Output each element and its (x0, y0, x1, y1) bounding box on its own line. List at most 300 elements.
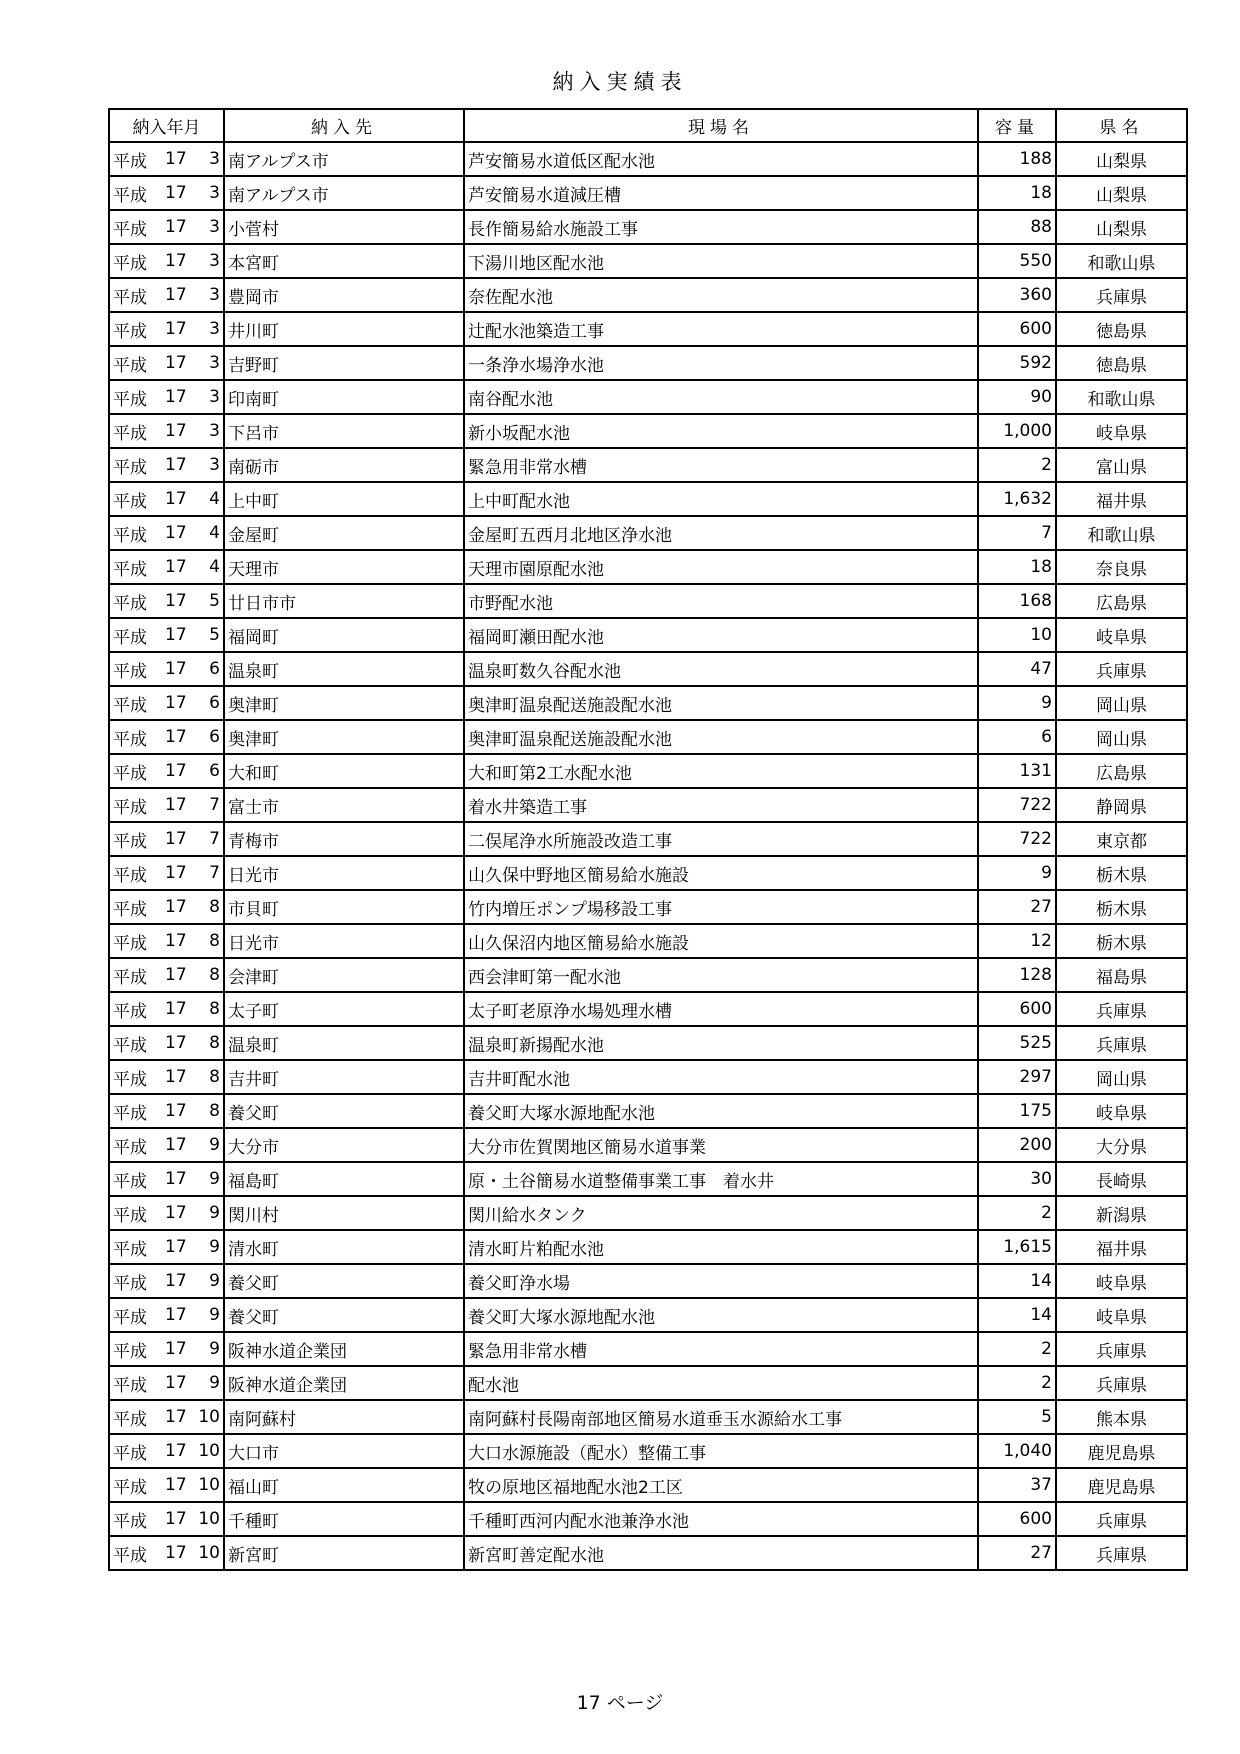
delivery-date-cell (109, 516, 224, 550)
year-value: 17 (165, 1373, 187, 1393)
table-row (109, 856, 1187, 890)
table-row (109, 1230, 1187, 1264)
era-label: 平成 (113, 559, 147, 580)
era-label: 平成 (113, 661, 147, 682)
prefecture-cell: 福島県 (1056, 958, 1187, 992)
year-value: 17 (165, 693, 187, 713)
delivery-date-cell (109, 856, 224, 890)
site-name-cell: 配水池 (464, 1366, 978, 1400)
client-cell: 下呂市 (224, 414, 464, 448)
table-row (109, 1400, 1187, 1434)
year-value: 17 (165, 659, 187, 679)
table-row (109, 1366, 1187, 1400)
capacity-cell: 10 (978, 618, 1056, 652)
month-value: 9 (209, 1339, 220, 1359)
capacity-cell: 360 (978, 278, 1056, 312)
month-value: 10 (198, 1475, 220, 1495)
year-value: 17 (165, 965, 187, 985)
site-name-cell: 天理市園原配水池 (464, 550, 978, 584)
delivery-date-cell (109, 992, 224, 1026)
delivery-date-cell (109, 1230, 224, 1264)
month-value: 4 (209, 523, 220, 543)
capacity-cell: 722 (978, 822, 1056, 856)
prefecture-cell: 兵庫県 (1056, 1366, 1187, 1400)
client-cell: 新宮町 (224, 1536, 464, 1570)
month-value: 10 (198, 1441, 220, 1461)
prefecture-cell: 兵庫県 (1056, 1536, 1187, 1570)
header-capacity: 容量 (978, 109, 1056, 142)
era-label: 平成 (113, 1001, 147, 1022)
capacity-cell: 1,632 (978, 482, 1056, 516)
header-delivery-date: 納入年月 (109, 109, 224, 142)
client-cell: 青梅市 (224, 822, 464, 856)
site-name-cell: 原・土谷簡易水道整備事業工事 着水井 (464, 1162, 978, 1196)
delivery-date-cell (109, 1332, 224, 1366)
era-label: 平成 (113, 1069, 147, 1090)
month-value: 9 (209, 1169, 220, 1189)
client-cell: 阪神水道企業団 (224, 1366, 464, 1400)
client-cell: 養父町 (224, 1298, 464, 1332)
prefecture-cell: 栃木県 (1056, 856, 1187, 890)
site-name-cell: 関川給水タンク (464, 1196, 978, 1230)
era-label: 平成 (113, 491, 147, 512)
prefecture-cell: 山梨県 (1056, 210, 1187, 244)
table-row (109, 210, 1187, 244)
era-label: 平成 (113, 1409, 147, 1430)
prefecture-cell: 奈良県 (1056, 550, 1187, 584)
year-value: 17 (165, 1441, 187, 1461)
client-cell: 南砺市 (224, 448, 464, 482)
era-label: 平成 (113, 865, 147, 886)
table-row (109, 1094, 1187, 1128)
capacity-cell: 18 (978, 550, 1056, 584)
delivery-date-cell (109, 1502, 224, 1536)
site-name-cell: 新宮町善定配水池 (464, 1536, 978, 1570)
month-value: 10 (198, 1543, 220, 1563)
table-row (109, 278, 1187, 312)
month-value: 8 (209, 1067, 220, 1087)
year-value: 17 (165, 761, 187, 781)
prefecture-cell: 富山県 (1056, 448, 1187, 482)
table-row (109, 346, 1187, 380)
site-name-cell: 温泉町数久谷配水池 (464, 652, 978, 686)
capacity-cell: 37 (978, 1468, 1056, 1502)
prefecture-cell: 大分県 (1056, 1128, 1187, 1162)
year-value: 17 (165, 217, 187, 237)
delivery-date-cell (109, 482, 224, 516)
capacity-cell: 722 (978, 788, 1056, 822)
table-row (109, 958, 1187, 992)
table-row (109, 686, 1187, 720)
capacity-cell: 27 (978, 1536, 1056, 1570)
client-cell: 吉野町 (224, 346, 464, 380)
month-value: 6 (209, 727, 220, 747)
header-client: 納入先 (224, 109, 464, 142)
capacity-cell: 200 (978, 1128, 1056, 1162)
month-value: 9 (209, 1373, 220, 1393)
era-label: 平成 (113, 1103, 147, 1124)
capacity-cell: 600 (978, 992, 1056, 1026)
prefecture-cell: 山梨県 (1056, 142, 1187, 176)
year-value: 17 (165, 1271, 187, 1291)
delivery-date-cell (109, 278, 224, 312)
delivery-date-cell (109, 1094, 224, 1128)
client-cell: 大和町 (224, 754, 464, 788)
table-row (109, 652, 1187, 686)
month-value: 8 (209, 965, 220, 985)
prefecture-cell: 鹿児島県 (1056, 1434, 1187, 1468)
prefecture-cell: 福井県 (1056, 1230, 1187, 1264)
site-name-cell: 大口水源施設（配水）整備工事 (464, 1434, 978, 1468)
prefecture-cell: 和歌山県 (1056, 516, 1187, 550)
delivery-date-cell (109, 1026, 224, 1060)
delivery-date-cell (109, 1196, 224, 1230)
table-row (109, 1298, 1187, 1332)
capacity-cell: 88 (978, 210, 1056, 244)
client-cell: 南アルプス市 (224, 142, 464, 176)
year-value: 17 (165, 353, 187, 373)
site-name-cell: 山久保中野地区簡易給水施設 (464, 856, 978, 890)
client-cell: 印南町 (224, 380, 464, 414)
site-name-cell: 養父町大塚水源地配水池 (464, 1094, 978, 1128)
era-label: 平成 (113, 525, 147, 546)
month-value: 8 (209, 897, 220, 917)
month-value: 6 (209, 693, 220, 713)
site-name-cell: 西会津町第一配水池 (464, 958, 978, 992)
era-label: 平成 (113, 1477, 147, 1498)
client-cell: 関川村 (224, 1196, 464, 1230)
month-value: 9 (209, 1237, 220, 1257)
month-value: 10 (198, 1509, 220, 1529)
site-name-cell: 太子町老原浄水場処理水槽 (464, 992, 978, 1026)
year-value: 17 (165, 897, 187, 917)
month-value: 10 (198, 1407, 220, 1427)
year-value: 17 (165, 1135, 187, 1155)
site-name-cell: 福岡町瀬田配水池 (464, 618, 978, 652)
table-row (109, 1264, 1187, 1298)
delivery-date-cell (109, 1060, 224, 1094)
site-name-cell: 南阿蘇村長陽南部地区簡易水道垂玉水源給水工事 (464, 1400, 978, 1434)
delivery-date-cell (109, 414, 224, 448)
client-cell: 廿日市市 (224, 584, 464, 618)
era-label: 平成 (113, 933, 147, 954)
page-title: 納入実績表 (552, 70, 688, 94)
era-label: 平成 (113, 253, 147, 274)
table-row (109, 244, 1187, 278)
delivery-date-cell (109, 346, 224, 380)
client-cell: 南アルプス市 (224, 176, 464, 210)
site-name-cell: 着水井築造工事 (464, 788, 978, 822)
month-value: 9 (209, 1271, 220, 1291)
table-row (109, 1060, 1187, 1094)
capacity-cell: 14 (978, 1264, 1056, 1298)
capacity-cell: 9 (978, 856, 1056, 890)
prefecture-cell: 静岡県 (1056, 788, 1187, 822)
header-site-name: 現場名 (464, 109, 978, 142)
capacity-cell: 188 (978, 142, 1056, 176)
table-row (109, 414, 1187, 448)
delivery-date-cell (109, 1366, 224, 1400)
site-name-cell: 大分市佐賀関地区簡易水道事業 (464, 1128, 978, 1162)
month-value: 8 (209, 931, 220, 951)
era-label: 平成 (113, 899, 147, 920)
year-value: 17 (165, 931, 187, 951)
prefecture-cell: 岡山県 (1056, 686, 1187, 720)
era-label: 平成 (113, 797, 147, 818)
delivery-date-cell (109, 448, 224, 482)
year-value: 17 (165, 149, 187, 169)
month-value: 3 (209, 353, 220, 373)
delivery-date-cell (109, 958, 224, 992)
table-row (109, 754, 1187, 788)
client-cell: 天理市 (224, 550, 464, 584)
era-label: 平成 (113, 1307, 147, 1328)
year-value: 17 (165, 523, 187, 543)
prefecture-cell: 栃木県 (1056, 924, 1187, 958)
delivery-date-cell (109, 822, 224, 856)
header-prefecture: 県名 (1056, 109, 1187, 142)
month-value: 8 (209, 1033, 220, 1053)
table-row (109, 992, 1187, 1026)
era-label: 平成 (113, 1341, 147, 1362)
year-value: 17 (165, 421, 187, 441)
client-cell: 南阿蘇村 (224, 1400, 464, 1434)
capacity-cell: 90 (978, 380, 1056, 414)
capacity-cell: 2 (978, 1332, 1056, 1366)
table-header-row (109, 109, 1187, 142)
prefecture-cell: 長崎県 (1056, 1162, 1187, 1196)
delivery-date-cell (109, 652, 224, 686)
site-name-cell: 辻配水池築造工事 (464, 312, 978, 346)
era-label: 平成 (113, 355, 147, 376)
month-value: 4 (209, 557, 220, 577)
month-value: 9 (209, 1203, 220, 1223)
year-value: 17 (165, 1203, 187, 1223)
site-name-cell: 市野配水池 (464, 584, 978, 618)
prefecture-cell: 岐阜県 (1056, 618, 1187, 652)
site-name-cell: 養父町浄水場 (464, 1264, 978, 1298)
capacity-cell: 131 (978, 754, 1056, 788)
client-cell: 温泉町 (224, 1026, 464, 1060)
prefecture-cell: 岡山県 (1056, 1060, 1187, 1094)
delivery-date-cell (109, 1400, 224, 1434)
year-value: 17 (165, 1305, 187, 1325)
table-row (109, 448, 1187, 482)
capacity-cell: 128 (978, 958, 1056, 992)
delivery-date-cell (109, 1536, 224, 1570)
client-cell: 金屋町 (224, 516, 464, 550)
prefecture-cell: 徳島県 (1056, 346, 1187, 380)
year-value: 17 (165, 1475, 187, 1495)
delivery-date-cell (109, 142, 224, 176)
table-row (109, 380, 1187, 414)
table-row (109, 788, 1187, 822)
client-cell: 福山町 (224, 1468, 464, 1502)
delivery-date-cell (109, 244, 224, 278)
era-label: 平成 (113, 695, 147, 716)
client-cell: 大分市 (224, 1128, 464, 1162)
prefecture-cell: 栃木県 (1056, 890, 1187, 924)
year-value: 17 (165, 1509, 187, 1529)
site-name-cell: 千種町西河内配水池兼浄水池 (464, 1502, 978, 1536)
site-name-cell: 二俣尾浄水所施設改造工事 (464, 822, 978, 856)
month-value: 3 (209, 455, 220, 475)
table-row (109, 1196, 1187, 1230)
site-name-cell: 芦安簡易水道低区配水池 (464, 142, 978, 176)
prefecture-cell: 兵庫県 (1056, 278, 1187, 312)
prefecture-cell: 広島県 (1056, 754, 1187, 788)
delivery-date-cell (109, 618, 224, 652)
month-value: 6 (209, 761, 220, 781)
capacity-cell: 1,615 (978, 1230, 1056, 1264)
capacity-cell: 18 (978, 176, 1056, 210)
prefecture-cell: 熊本県 (1056, 1400, 1187, 1434)
site-name-cell: 奈佐配水池 (464, 278, 978, 312)
table-row (109, 822, 1187, 856)
era-label: 平成 (113, 1205, 147, 1226)
site-name-cell: 吉井町配水池 (464, 1060, 978, 1094)
capacity-cell: 600 (978, 1502, 1056, 1536)
year-value: 17 (165, 183, 187, 203)
capacity-cell: 6 (978, 720, 1056, 754)
client-cell: 日光市 (224, 924, 464, 958)
era-label: 平成 (113, 627, 147, 648)
prefecture-cell: 和歌山県 (1056, 244, 1187, 278)
client-cell: 井川町 (224, 312, 464, 346)
month-value: 8 (209, 1101, 220, 1121)
era-label: 平成 (113, 457, 147, 478)
capacity-cell: 525 (978, 1026, 1056, 1060)
delivery-date-cell (109, 210, 224, 244)
delivery-date-cell (109, 720, 224, 754)
month-value: 7 (209, 829, 220, 849)
year-value: 17 (165, 1101, 187, 1121)
site-name-cell: 清水町片粕配水池 (464, 1230, 978, 1264)
era-label: 平成 (113, 1545, 147, 1566)
capacity-cell: 592 (978, 346, 1056, 380)
site-name-cell: 金屋町五西月北地区浄水池 (464, 516, 978, 550)
capacity-cell: 14 (978, 1298, 1056, 1332)
year-value: 17 (165, 591, 187, 611)
month-value: 3 (209, 149, 220, 169)
era-label: 平成 (113, 219, 147, 240)
table-row (109, 720, 1187, 754)
month-value: 9 (209, 1305, 220, 1325)
site-name-cell: 芦安簡易水道減圧槽 (464, 176, 978, 210)
table-row (109, 482, 1187, 516)
table-row (109, 1468, 1187, 1502)
prefecture-cell: 兵庫県 (1056, 1502, 1187, 1536)
month-value: 7 (209, 863, 220, 883)
site-name-cell: 奥津町温泉配送施設配水池 (464, 686, 978, 720)
delivery-date-cell (109, 584, 224, 618)
year-value: 17 (165, 1169, 187, 1189)
year-value: 17 (165, 829, 187, 849)
month-value: 3 (209, 387, 220, 407)
delivery-date-cell (109, 686, 224, 720)
capacity-cell: 27 (978, 890, 1056, 924)
site-name-cell: 緊急用非常水槽 (464, 1332, 978, 1366)
capacity-cell: 47 (978, 652, 1056, 686)
year-value: 17 (165, 795, 187, 815)
month-value: 3 (209, 217, 220, 237)
client-cell: 清水町 (224, 1230, 464, 1264)
client-cell: 福島町 (224, 1162, 464, 1196)
table-row (109, 1162, 1187, 1196)
table-row (109, 516, 1187, 550)
client-cell: 阪神水道企業団 (224, 1332, 464, 1366)
year-value: 17 (165, 557, 187, 577)
era-label: 平成 (113, 593, 147, 614)
prefecture-cell: 岡山県 (1056, 720, 1187, 754)
era-label: 平成 (113, 1443, 147, 1464)
month-value: 3 (209, 183, 220, 203)
table-row (109, 1026, 1187, 1060)
month-value: 3 (209, 251, 220, 271)
capacity-cell: 7 (978, 516, 1056, 550)
delivery-date-cell (109, 1298, 224, 1332)
year-value: 17 (165, 727, 187, 747)
era-label: 平成 (113, 1171, 147, 1192)
client-cell: 大口市 (224, 1434, 464, 1468)
table-row (109, 618, 1187, 652)
delivery-date-cell (109, 924, 224, 958)
prefecture-cell: 岐阜県 (1056, 1298, 1187, 1332)
delivery-date-cell (109, 788, 224, 822)
delivery-date-cell (109, 550, 224, 584)
site-name-cell: 山久保沼内地区簡易給水施設 (464, 924, 978, 958)
client-cell: 奥津町 (224, 686, 464, 720)
capacity-cell: 168 (978, 584, 1056, 618)
site-name-cell: 上中町配水池 (464, 482, 978, 516)
client-cell: 養父町 (224, 1094, 464, 1128)
prefecture-cell: 新潟県 (1056, 1196, 1187, 1230)
capacity-cell: 12 (978, 924, 1056, 958)
prefecture-cell: 東京都 (1056, 822, 1187, 856)
era-label: 平成 (113, 1273, 147, 1294)
year-value: 17 (165, 387, 187, 407)
table-row (109, 1536, 1187, 1570)
era-label: 平成 (113, 1035, 147, 1056)
era-label: 平成 (113, 967, 147, 988)
table-row (109, 924, 1187, 958)
client-cell: 小菅村 (224, 210, 464, 244)
month-value: 9 (209, 1135, 220, 1155)
table-body (109, 142, 1187, 1570)
year-value: 17 (165, 1407, 187, 1427)
client-cell: 会津町 (224, 958, 464, 992)
client-cell: 市貝町 (224, 890, 464, 924)
prefecture-cell: 岐阜県 (1056, 414, 1187, 448)
capacity-cell: 175 (978, 1094, 1056, 1128)
site-name-cell: 養父町大塚水源地配水池 (464, 1298, 978, 1332)
year-value: 17 (165, 455, 187, 475)
prefecture-cell: 和歌山県 (1056, 380, 1187, 414)
table-row (109, 1434, 1187, 1468)
table-row (109, 890, 1187, 924)
year-value: 17 (165, 1237, 187, 1257)
era-label: 平成 (113, 1137, 147, 1158)
client-cell: 本宮町 (224, 244, 464, 278)
capacity-cell: 2 (978, 448, 1056, 482)
capacity-cell: 550 (978, 244, 1056, 278)
client-cell: 豊岡市 (224, 278, 464, 312)
year-value: 17 (165, 251, 187, 271)
client-cell: 太子町 (224, 992, 464, 1026)
era-label: 平成 (113, 423, 147, 444)
month-value: 4 (209, 489, 220, 509)
year-value: 17 (165, 285, 187, 305)
